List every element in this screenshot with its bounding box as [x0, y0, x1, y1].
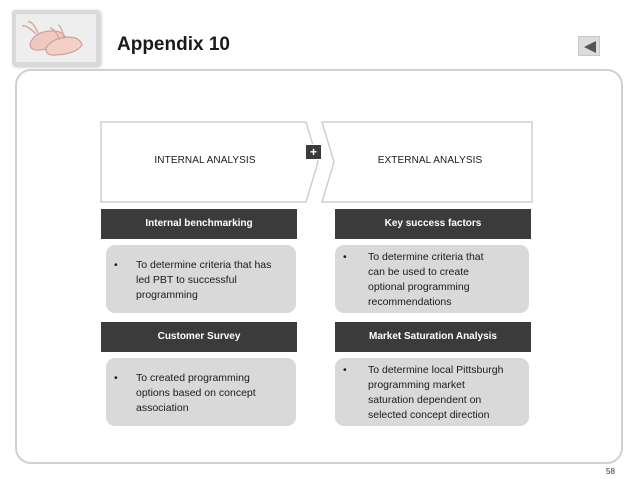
market-saturation-heading: Market Saturation Analysis [335, 322, 531, 352]
internal-analysis-label: INTERNAL ANALYSIS [154, 155, 256, 166]
page-title: Appendix 10 [117, 34, 230, 55]
key-success-factors-card [335, 245, 529, 313]
card-line: To determine local Pittsburgh [368, 364, 504, 376]
card-line: To determine criteria that has [136, 259, 272, 271]
card-line: saturation dependent on [368, 394, 482, 406]
card-line: options based on concept [136, 387, 256, 399]
card-text [368, 363, 521, 423]
back-button[interactable] [578, 36, 600, 56]
key-success-factors-heading: Key success factors [335, 209, 531, 239]
market-saturation-card [335, 358, 529, 426]
card-line: led PBT to successful [136, 274, 237, 286]
internal-benchmarking-heading: Internal benchmarking [101, 209, 297, 239]
customer-survey-card [106, 358, 296, 426]
bullet: • [114, 372, 118, 384]
card-line: To determine criteria that [368, 251, 484, 263]
logo-image [12, 10, 100, 66]
card-line: To created programming [136, 372, 250, 384]
card-line: programming [136, 289, 198, 301]
plus-icon: + [305, 144, 322, 160]
bullet: • [343, 251, 347, 263]
card-text [136, 371, 288, 416]
page-number: 58 [606, 467, 615, 476]
internal-benchmarking-card [106, 245, 296, 313]
card-text [368, 250, 521, 310]
triangle-left-icon [582, 40, 598, 54]
customer-survey-heading: Customer Survey [101, 322, 297, 352]
card-line: association [136, 402, 189, 414]
card-line: optional programming [368, 281, 470, 293]
ballet-shoes-icon [16, 14, 96, 62]
card-text [136, 258, 288, 303]
external-analysis-label: EXTERNAL ANALYSIS [377, 155, 483, 166]
bullet: • [114, 259, 118, 271]
card-line: can be used to create [368, 266, 469, 278]
card-line: selected concept direction [368, 409, 490, 421]
bullet: • [343, 364, 347, 376]
card-line: programming market [368, 379, 465, 391]
card-line: recommendations [368, 296, 452, 308]
